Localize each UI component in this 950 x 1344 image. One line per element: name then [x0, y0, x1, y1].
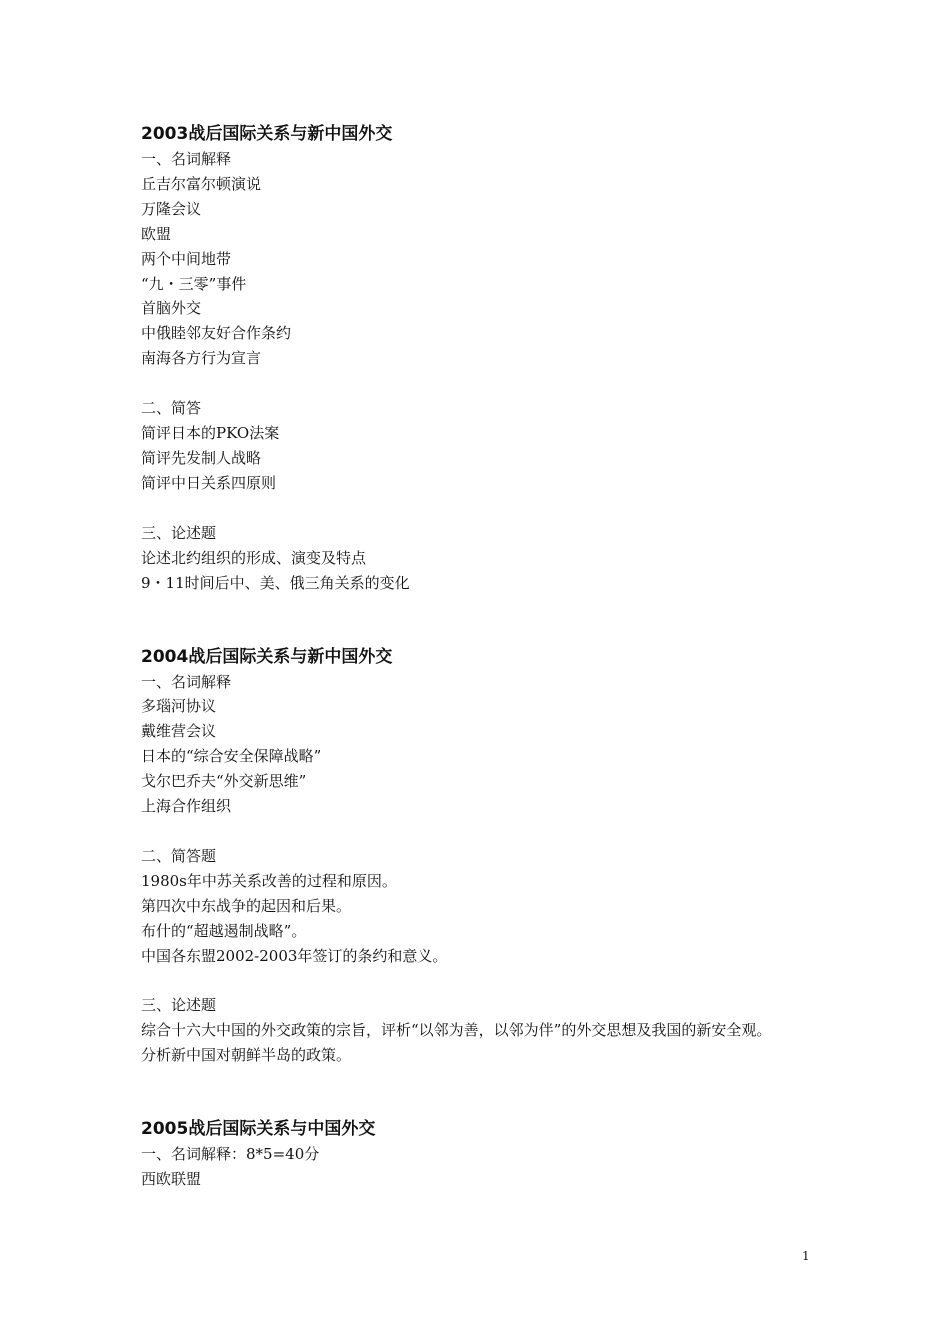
question-item: 9・11时间后中、美、俄三角关系的变化: [141, 573, 410, 592]
question-item: 第四次中东战争的起因和后果。: [141, 896, 352, 915]
question-item: 戈尔巴乔夫“外交新思维”: [141, 772, 307, 791]
section-title: 2005战后国际关系与中国外交: [141, 1119, 376, 1140]
question-item: 多瑙河协议: [141, 697, 217, 716]
question-item: 上海合作组织: [141, 797, 232, 816]
question-item: 西欧联盟: [141, 1170, 202, 1189]
question-item: 首脑外交: [141, 299, 202, 318]
group-heading: 一、名词解释：8*5=40分: [141, 1145, 320, 1164]
question-item: 万隆会议: [141, 199, 202, 218]
group-heading: 二、简答题: [141, 846, 217, 865]
question-item: 综合十六大中国的外交政策的宗旨，评析“以邻为善，以邻为伴”的外交思想及我国的新安全观。: [141, 1021, 772, 1040]
question-item: 欧盟: [141, 224, 172, 243]
question-item: 简评先发制人战略: [141, 448, 262, 467]
group-heading: 三、论述题: [141, 996, 217, 1015]
group-heading: 二、简答: [141, 399, 202, 418]
question-item: 南海各方行为宣言: [141, 349, 262, 368]
question-item: 分析新中国对朝鲜半岛的政策。: [141, 1046, 352, 1065]
question-item: 两个中间地带: [141, 249, 232, 268]
exam-section-2003: [141, 122, 821, 596]
question-group-terms: [141, 147, 821, 371]
question-group-short-answer: [141, 396, 821, 496]
question-item: 日本的“综合安全保障战略”: [141, 747, 322, 766]
question-item: 戴维营会议: [141, 722, 217, 741]
exam-section-2005: [141, 1117, 821, 1192]
question-group-terms: [141, 1142, 821, 1192]
question-item: 中俄睦邻友好合作条约: [141, 324, 292, 343]
question-group-essay: [141, 521, 821, 596]
question-group-short-answer: [141, 844, 821, 969]
question-item: 论述北约组织的形成、演变及特点: [141, 548, 367, 567]
question-item: 简评日本的PKO法案: [141, 424, 280, 443]
question-group-terms: [141, 670, 821, 819]
page-number: 1: [802, 1249, 810, 1263]
question-item: 简评中日关系四原则: [141, 473, 277, 492]
question-item: 1980s年中苏关系改善的过程和原因。: [141, 871, 397, 890]
group-heading: 一、名词解释: [141, 150, 232, 168]
question-item: 中国各东盟2002-2003年签订的条约和意义。: [141, 946, 448, 965]
document-body: [141, 122, 821, 1192]
question-item: “九・三零”事件: [141, 274, 247, 293]
group-heading: 三、论述题: [141, 523, 217, 542]
question-item: 丘吉尔富尔顿演说: [141, 174, 262, 193]
section-title: 2003战后国际关系与新中国外交: [141, 124, 393, 144]
question-group-essay: [141, 993, 821, 1068]
exam-section-2004: [141, 645, 821, 1069]
section-title: 2004战后国际关系与新中国外交: [141, 646, 393, 667]
group-heading: 一、名词解释: [141, 672, 232, 691]
question-item: 布什的“超越遏制战略”。: [141, 921, 307, 940]
